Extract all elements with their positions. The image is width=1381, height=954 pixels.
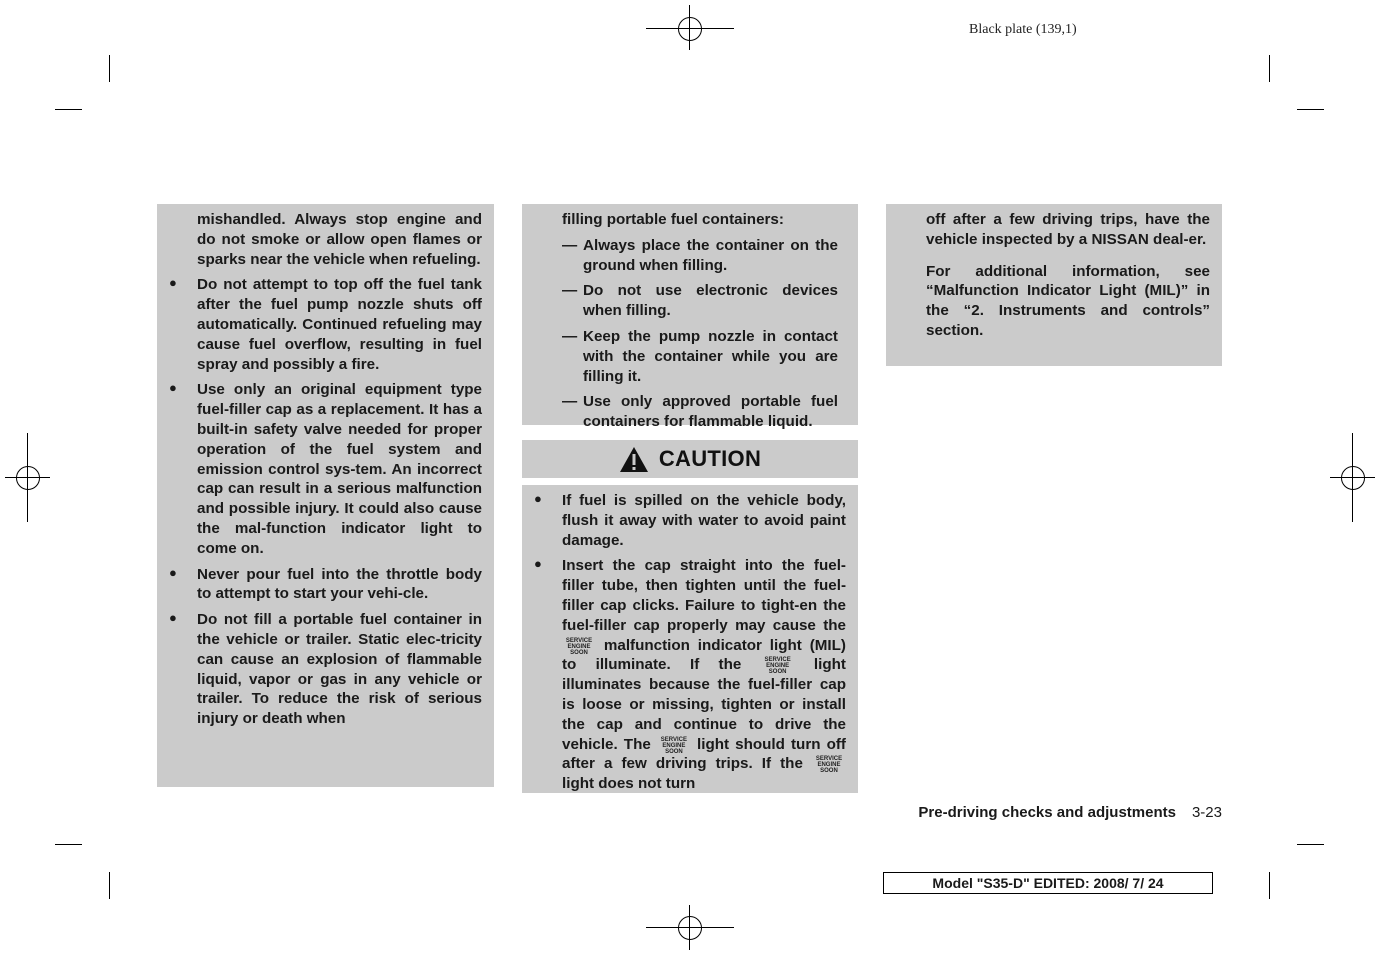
section-footer [918,804,1222,821]
list-item: ● Do not fill a portable fuel container in the vehicle or trailer. Static elec-tricity can cause an explosion of flammable liquid, vapor or gas in any vehicle or trailer. To reduce the risk of serious injury or death when [169,610,482,728]
list-item: ● Never pour fuel into the throttle body to attempt to start your vehi-cle. [169,564,482,603]
caution-header [522,440,858,478]
crop-mark [55,109,82,110]
list-item: ● Do not attempt to top off the fuel tank after the fuel pump nozzle shuts off automatically. Continued refueling may cause fuel overflow, resulting in fuel spray and possibly a fire. [169,275,482,373]
reference-paragraph: For additional information, see “Malfunction Indicator Light (MIL)” in the “2. Instruments and controls” section. [926,262,1210,339]
service-engine-soon-icon: SERVICE ENGINE SOON [660,736,688,755]
warning-column-3 [886,204,1222,366]
dash-item: — Keep the pump nozzle in contact with the container while you are filling it. [562,327,838,385]
warning-column-1 [157,204,494,787]
caution-title: CAUTION [658,446,762,471]
service-engine-soon-icon: SERVICE ENGINE SOON [565,637,593,656]
page-number: 3-23 [1191,804,1222,821]
warning-triangle-icon [619,446,649,473]
crop-mark [1269,55,1270,82]
bullet-icon: ● [534,556,542,572]
dash-item: — Use only approved portable fuel containers for flammable liquid. [562,393,838,431]
bullet-icon: ● [169,275,177,291]
crop-mark [109,872,110,899]
bullet-icon: ● [169,610,177,626]
list-item: ● If fuel is spilled on the vehicle body, flush it away with water to avoid paint damage. [534,491,846,549]
continuation-text: off after a few driving trips, have the vehicle inspected by a NISSAN deal-er. [926,211,1210,248]
dash-item: — Always place the container on the ground when filling. [562,236,838,274]
crop-mark [1297,844,1324,845]
bullet-icon: ● [169,380,177,396]
dash-item: — Do not use electronic devices when filling. [562,282,838,320]
model-edit-box: Model "S35-D" EDITED: 2008/ 7/ 24 [883,872,1213,894]
crop-mark [1269,872,1270,899]
list-item: ● Use only an original equipment type fuel-filler cap as a replacement. It has a built-in safety valve needed for proper operation of the fuel system and emission control sys-tem. An incorrect cap can result in a serious malfunction and possible injury. It could also cause the mal-function indicator light to come on. [169,380,482,557]
continuation-text: filling portable fuel containers: [562,211,784,228]
caution-body [522,485,858,793]
warning-column-2 [522,204,858,431]
crop-mark [1297,109,1324,110]
list-item: ● Insert the cap straight into the fuel-filler tube, then tighten until the fuel-filler cap clicks. Failure to tight-en the fuel-filler cap properly may cause the SERVICE ENGINE SOON malfunction indicator light (MIL) to illuminate. If the SERVICE ENGINE SOON light illuminates because the fuel-filler cap is loose or missing, tighten or install the cap and continue to drive the vehicle. The SERVICE ENGINE SOON light should turn off after a few driving trips. If the SERVICE ENGINE SOON light does not turn [534,556,846,793]
service-engine-soon-icon: SERVICE ENGINE SOON [815,756,843,775]
service-engine-soon-icon: SERVICE ENGINE SOON [764,657,791,676]
bullet-icon: ● [534,491,542,506]
bullet-icon: ● [169,564,177,580]
section-title: Pre-driving checks and adjustments [918,804,1176,821]
crop-mark [109,55,110,82]
plate-label: Black plate (139,1) [969,22,1077,37]
continuation-text: mishandled. Always stop engine and do not smoke or allow open flames or sparks near the vehicle when refueling. [197,211,482,268]
crop-mark [55,844,82,845]
